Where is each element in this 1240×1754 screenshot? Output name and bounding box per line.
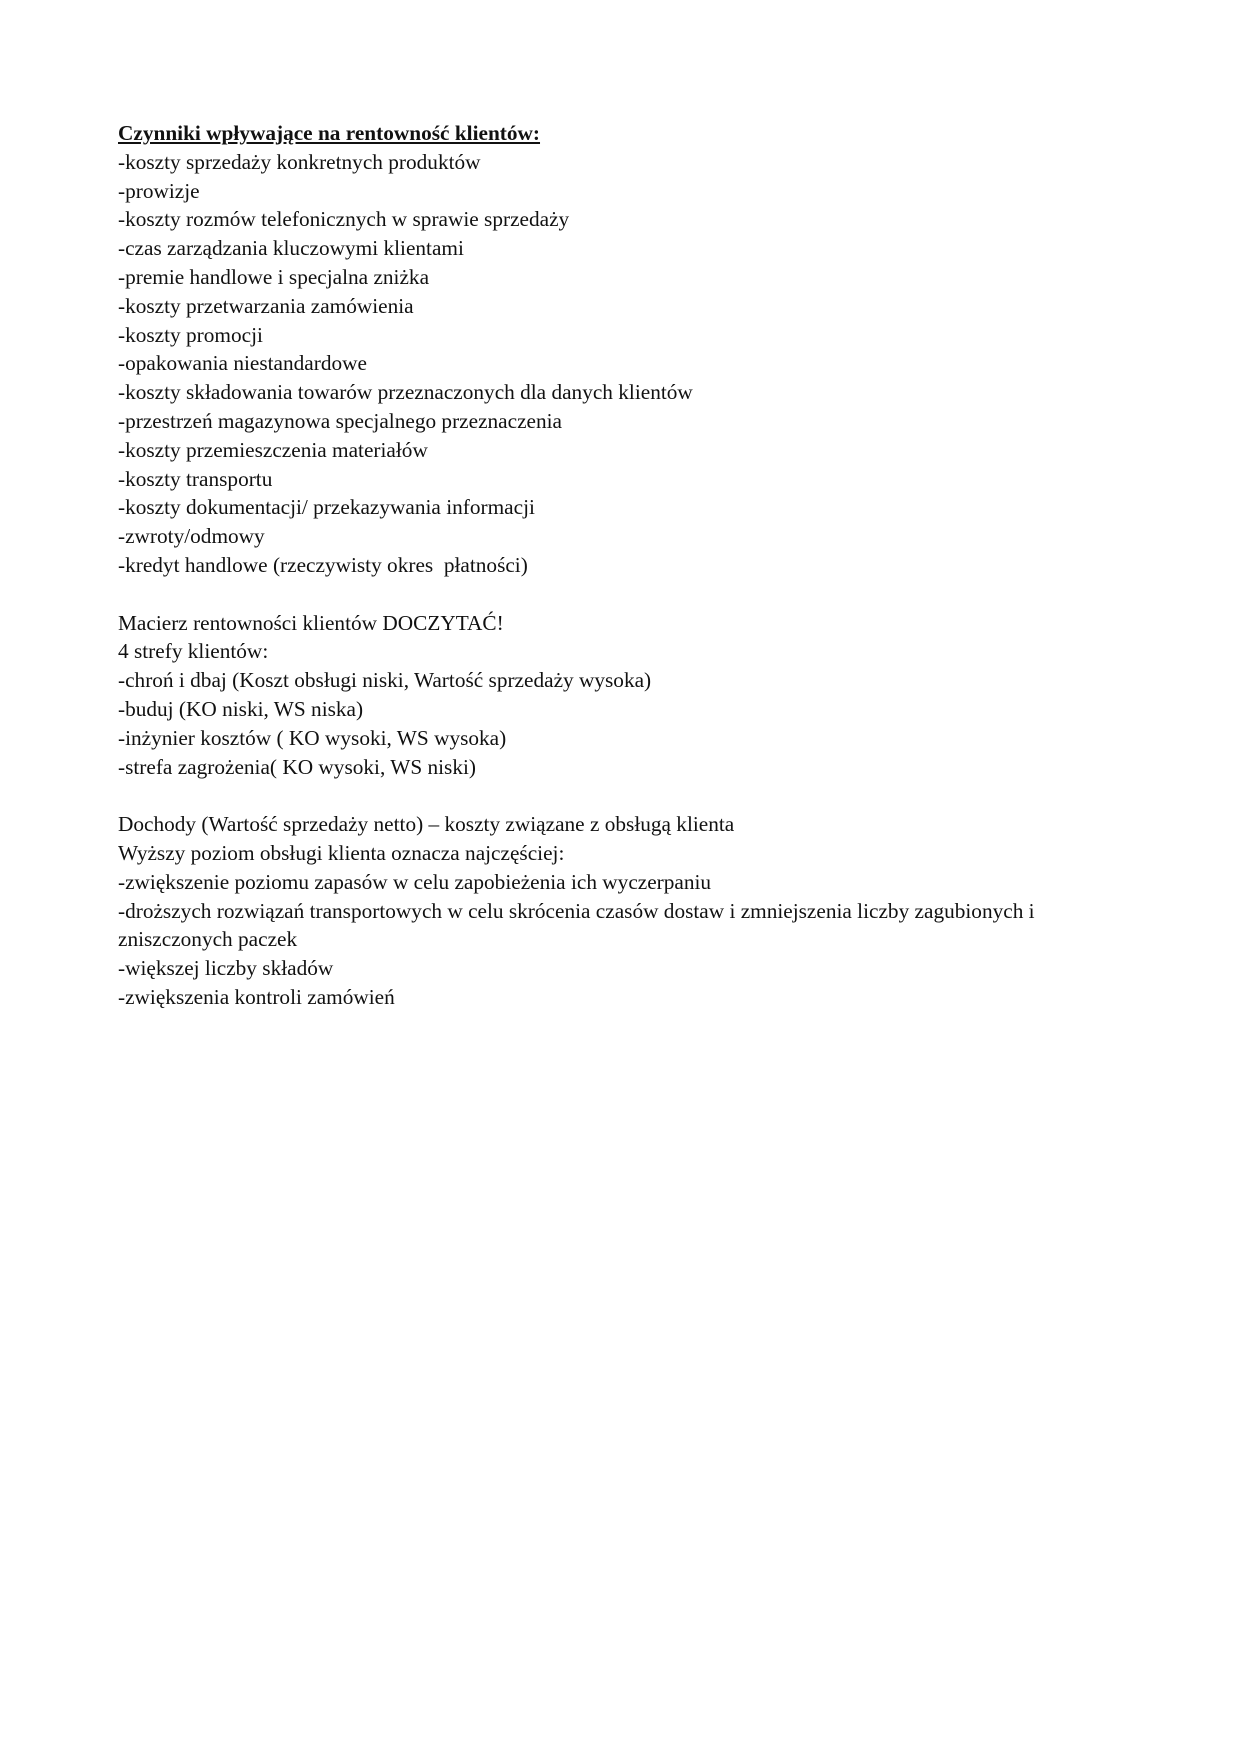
section-profitability-factors: [118, 119, 1128, 580]
list-item: -zwiększenia kontroli zamówień: [118, 984, 395, 1009]
blank-line: [118, 580, 1128, 609]
list-item: -chroń i dbaj (Koszt obsługi niski, Wartość sprzedaży wysoka): [118, 668, 652, 693]
list-item: -koszty przemieszczenia materiałów: [118, 437, 428, 462]
paragraph: 4 strefy klientów:: [118, 639, 269, 664]
list-item: -koszty składowania towarów przeznaczonych dla danych klientów: [118, 380, 693, 405]
list-item: -kredyt handlowe (rzeczywisty okres płatności): [118, 552, 528, 577]
list-item: -większej liczby składów: [118, 956, 334, 981]
paragraph: Dochody (Wartość sprzedaży netto) – koszty związane z obsługą klienta: [118, 812, 735, 837]
list-item: -przestrzeń magazynowa specjalnego przeznaczenia: [118, 408, 563, 433]
list-item: -droższych rozwiązań transportowych w celu skrócenia czasów dostaw i zmniejszenia liczby zagubionych i zniszczonych paczek: [118, 898, 1035, 952]
list-item: -zwroty/odmowy: [118, 524, 265, 549]
list-item: -koszty dokumentacji/ przekazywania informacji: [118, 495, 535, 520]
paragraph: Wyższy poziom obsługi klienta oznacza najczęściej:: [118, 840, 565, 865]
document-page: [118, 119, 1128, 1012]
list-item: -koszty rozmów telefonicznych w sprawie sprzedaży: [118, 207, 570, 232]
list-item: -koszty przetwarzania zamówienia: [118, 293, 414, 318]
list-item: -koszty promocji: [118, 322, 263, 347]
list-item: -koszty sprzedaży konkretnych produktów: [118, 149, 481, 174]
section-service-level: [118, 810, 1128, 1012]
list-item: -buduj (KO niski, WS niska): [118, 696, 364, 721]
list-item: -zwiększenie poziomu zapasów w celu zapobieżenia ich wyczerpaniu: [118, 869, 712, 894]
section-profitability-matrix: [118, 609, 1128, 782]
list-item: -opakowania niestandardowe: [118, 351, 367, 376]
list-item: -strefa zagrożenia( KO wysoki, WS niski): [118, 754, 477, 779]
paragraph: Macierz rentowności klientów DOCZYTAĆ!: [118, 610, 504, 635]
list-item: -premie handlowe i specjalna zniżka: [118, 264, 430, 289]
list-item: -koszty transportu: [118, 466, 273, 491]
list-item: -inżynier kosztów ( KO wysoki, WS wysoka): [118, 725, 507, 750]
blank-line: [118, 781, 1128, 810]
list-item: -prowizje: [118, 178, 200, 203]
section-heading: Czynniki wpływające na rentowność klientów:: [118, 121, 541, 145]
list-item: -czas zarządzania kluczowymi klientami: [118, 236, 464, 261]
